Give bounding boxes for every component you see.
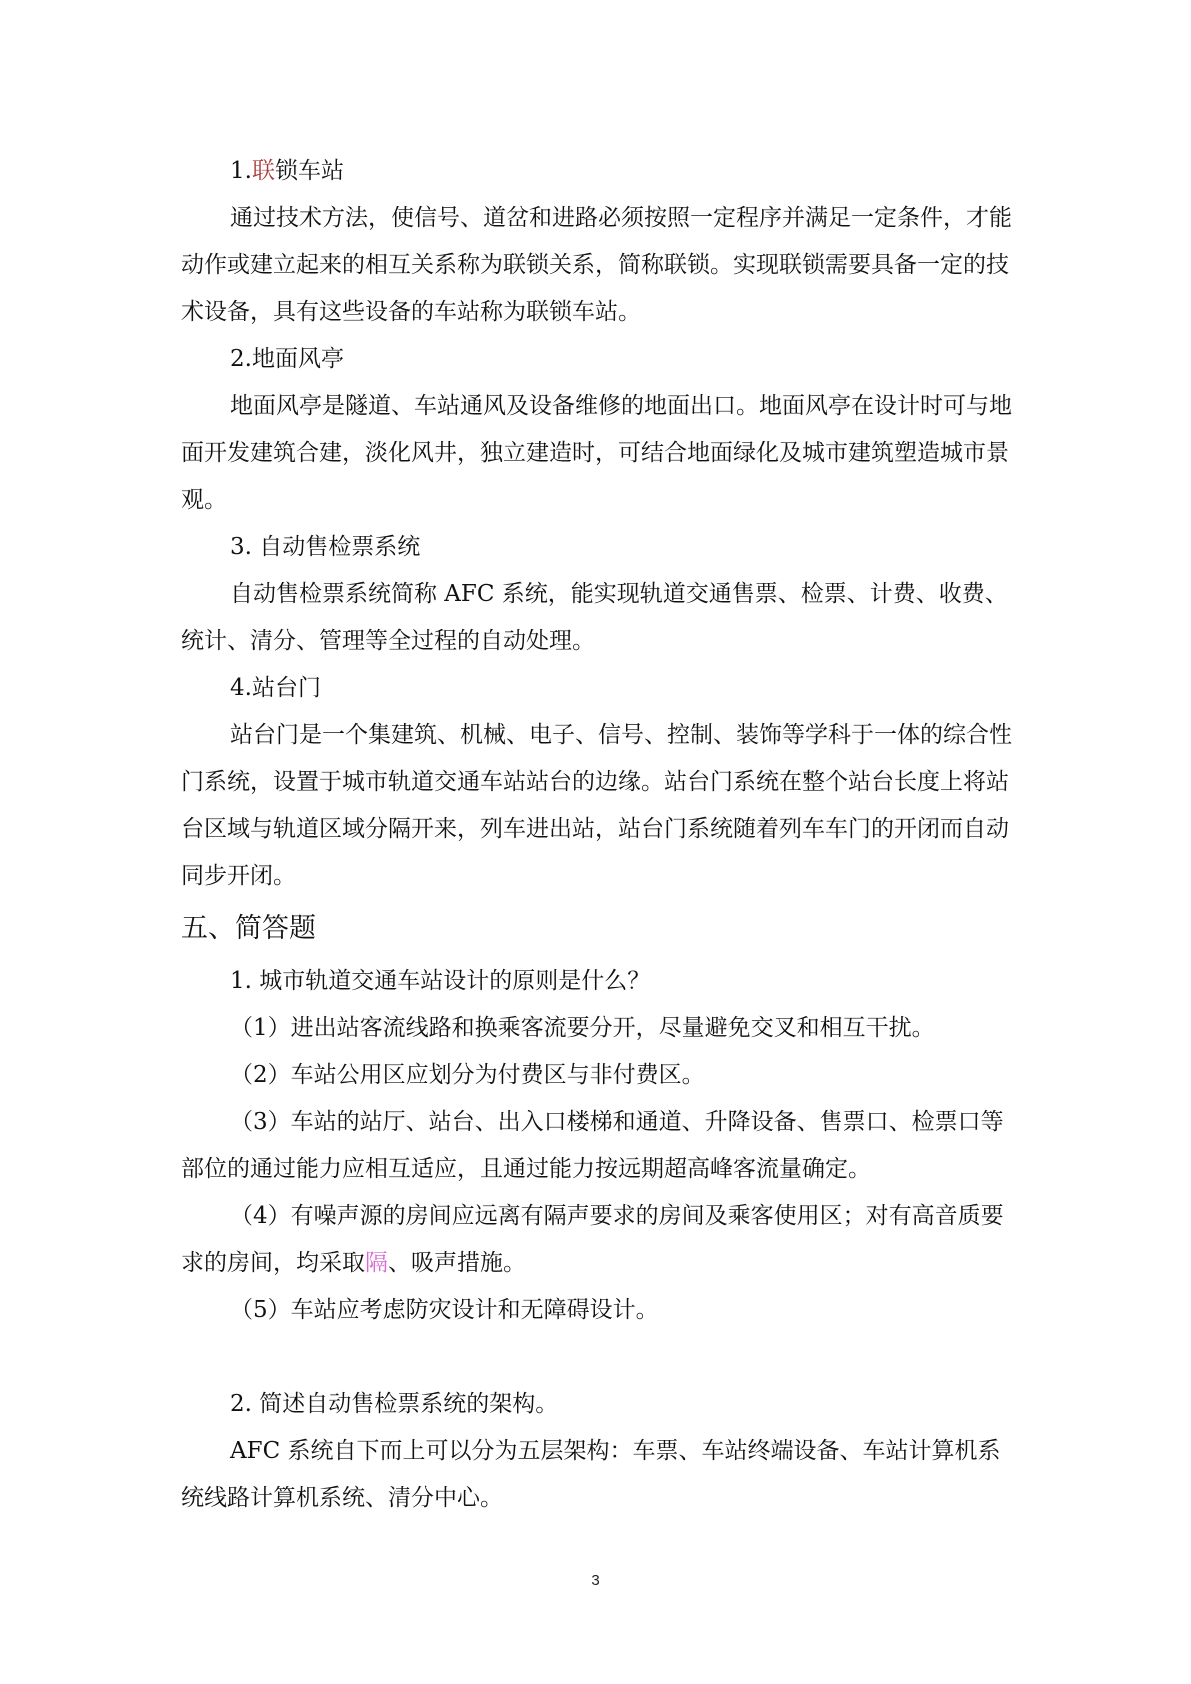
question-1: 1. 城市轨道交通车站设计的原则是什么？ — [230, 968, 651, 994]
answer-2: AFC 系统自下而上可以分为五层架构：车票、车站终端设备、车站计算机系统线路计算机系统、清分中心。 — [181, 1438, 1001, 1511]
item-2-title: 2.地面风亭 — [230, 346, 344, 372]
item-1-title — [181, 148, 1015, 195]
answer-1-3: （3）车站的站厅、站台、出入口楼梯和通道、升降设备、售票口、检票口等部位的通过能力应相互适应，且通过能力按远期超高峰客流量确定。 — [181, 1109, 1004, 1182]
answer-1-1: （1）进出站客流线路和换乘客流要分开，尽量避免交叉和相互干扰。 — [230, 1015, 935, 1041]
answer-1-5: （5）车站应考虑防灾设计和无障碍设计。 — [230, 1297, 659, 1323]
answer-1-4-highlight: 隔 — [365, 1250, 388, 1276]
answer-1-4 — [181, 1193, 1015, 1287]
page-content — [181, 148, 1015, 1522]
answer-1-4-text-end: 、吸声措施。 — [388, 1250, 526, 1276]
item-4-title: 4.站台门 — [230, 675, 321, 701]
answer-1-4-text: （4）有噪声源的房间应远离有隔声要求的房间及乘客使用区；对有高音质要求的房间，均采取 — [181, 1203, 1004, 1276]
spacer — [181, 1334, 1015, 1381]
item-4-body: 站台门是一个集建筑、机械、电子、信号、控制、装饰等学科于一体的综合性门系统，设置于城市轨道交通车站站台的边缘。站台门系统在整个站台长度上将站台区域与轨道区域分隔开来，列车进出站，站台门系统随着列车车门的开闭而自动同步开闭。 — [181, 722, 1012, 889]
question-2: 2. 简述自动售检票系统的架构。 — [230, 1391, 559, 1417]
answer-1-2: （2）车站公用区应划分为付费区与非付费区。 — [230, 1062, 705, 1088]
page-number: 3 — [591, 1572, 600, 1589]
item-1-highlight: 联 — [251, 158, 275, 184]
item-1-number: 1. — [230, 158, 252, 184]
section-heading: 五、简答题 — [181, 913, 316, 944]
item-1-body: 通过技术方法，使信号、道岔和进路必须按照一定程序并满足一定条件，才能动作或建立起来的相互关系称为联锁关系，简称联锁。实现联锁需要具备一定的技术设备，具有这些设备的车站称为联锁车站。 — [181, 205, 1012, 325]
item-3-title: 3. 自动售检票系统 — [230, 534, 421, 560]
item-1-title-text: 锁车站 — [274, 158, 344, 184]
item-2-body: 地面风亭是隧道、车站通风及设备维修的地面出口。地面风亭在设计时可与地面开发建筑合建，淡化风井，独立建造时，可结合地面绿化及城市建筑塑造城市景观。 — [181, 393, 1012, 513]
item-3-body: 自动售检票系统简称 AFC 系统，能实现轨道交通售票、检票、计费、收费、统计、清分、管理等全过程的自动处理。 — [181, 581, 1008, 654]
